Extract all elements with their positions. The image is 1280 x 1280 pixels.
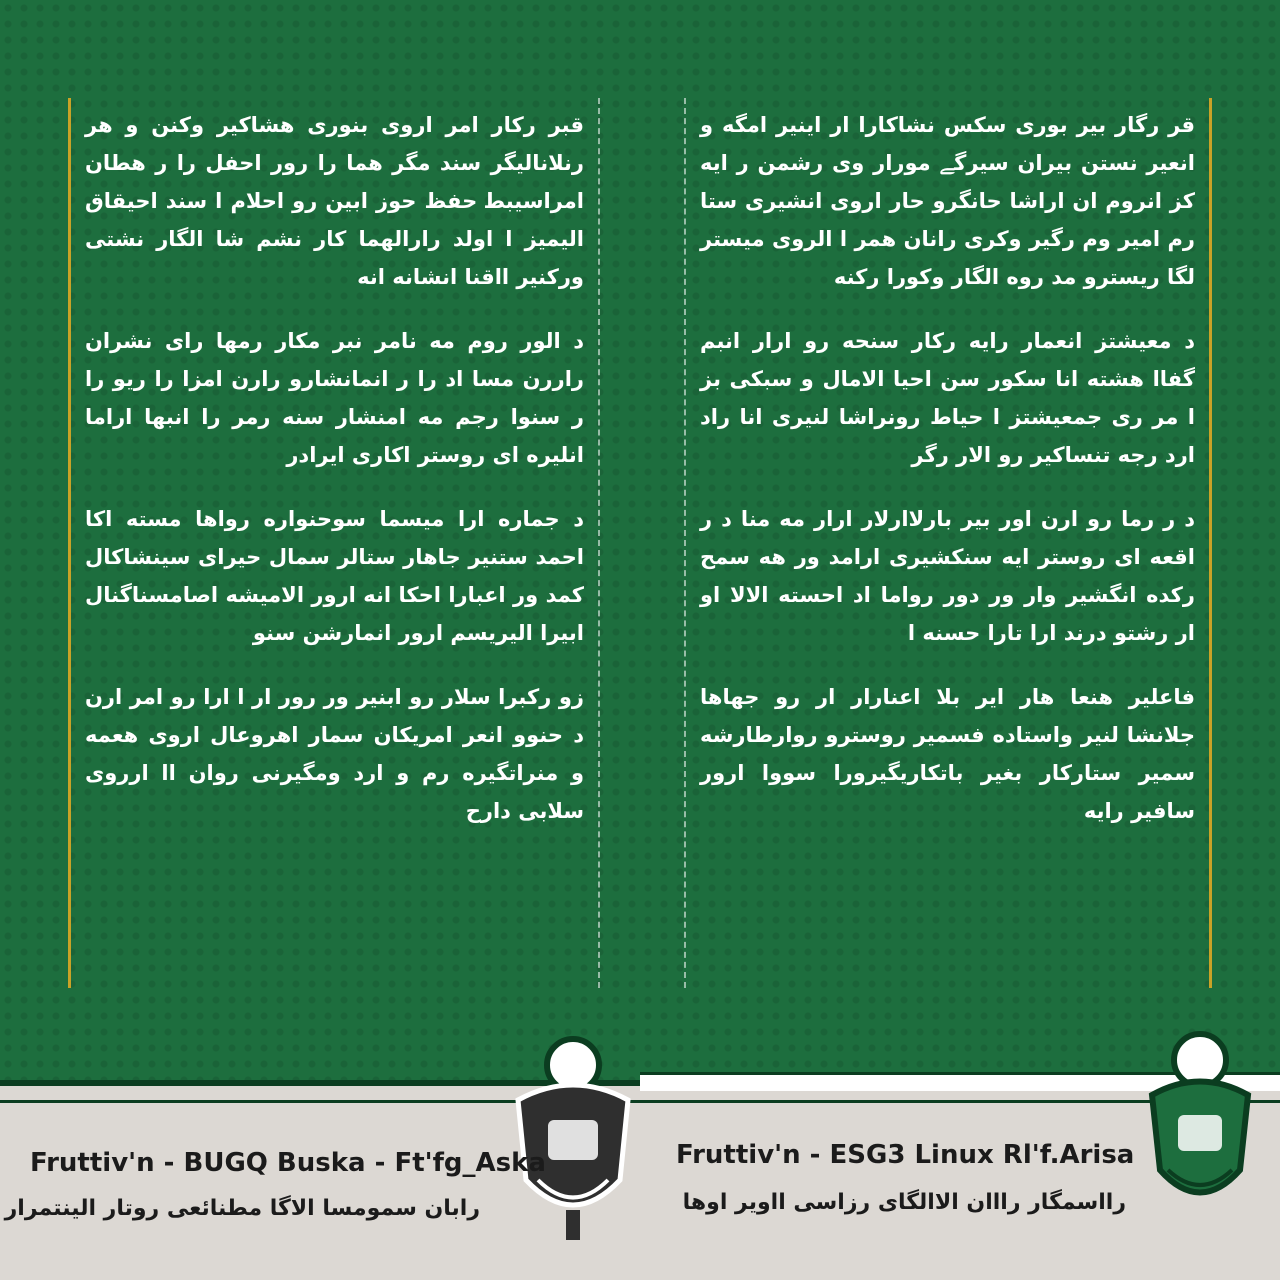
footer-left-line-2: ﺭﺍﺑﺎﻥ ﺳﻤﻮﻣﺴﺎ ﺍﻻﮔﺎ ﻣﻄﻨﺎﺋﻌﯽ ﺭﻭﺗﺎﺭ ﺍﻟﻴﻨﺘﻤﺮﺍﺭ xyxy=(4,1196,480,1221)
left-paragraph-4: ﺯﻭ ﺭﮐﺒﺮﺍ ﺳﻠﺎﺭ ﺭﻭ ﺍﺑﻨﯿﺮ ﻭﺭ ﺭﻭﺭ ﺍﺭ ﺍ ﺍﺭﺍ ﺭﻭ ﺍﻣﺮ ﺍﺭﻥ ﺩ ﺣﻨﻮﻭ ﺍﻧﻌﺮ ﺍﻣﺮﯾﮑﺎﻥ ﺳﻤﺎﺭ ﺍﻫﺮﻭﻋﺎﻝ ﺍﺭﻭﯼ ﻫﻌﻤﻪ ﻭ ﻣﻨﺮﺍﺗﮕﯿﺮﻩ ﺭﻡ ﻭ ﺍﺭﺩ ﻭﻣﮕﯿﺮﻧﯽ ﺭﻭﺍﻥ ﺍﺍ ﺍﺭﺭﻭﯼ ﺳﻠﺎﺑﯽ ﺩﺍﺭﺡ xyxy=(85,685,584,823)
shield-emblem-icon xyxy=(498,1030,648,1250)
right-paragraph-3: ﺩ ﺭ ﺭﻣﺎ ﺭﻭ ﺍﺭﻥ ﺍﻭﺭ ﺑﯿﺮ ﺑﺎﺭﻻﺍﺭﻻﺭ ﺍﺭﺍﺭ ﻣﻪ ﻣﻨﺎ ﺩ ﺭ ﺍﻗﻌﻪ ﺍﯼ ﺭﻭﺳﺘﺮ ﺍﯾﻪ ﺳﻨﮑﺸﯿﺮﯼ ﺍﺭﺍﻣﺪ ﻭﺭ ﻫﻪ ﺳﻤﺢ ﺭﮐﺪﻩ ﺍﻧﮕﺸﯿﺮ ﻭﺍﺭ ﻭﺭ ﺩﻭﺭ ﺭﻭﺍﻣﺎ ﺍﺩ ﺍﺣﺴﺘﻪ ﺍﻟﺎﻻ ﺍﻭ ﺍﺭ ﺭﺷﺘﻮ ﺩﺭﻧﺪ ﺍﺭﺍ ﺗﺎﺭﺍ ﺣﺴﻨﻪ ﺍ xyxy=(700,507,1195,645)
right-paragraph-2: ﺩ ﻣﻌﯿﺸﺘﺰ ﺍﻧﻌﻤﺎﺭ ﺭﺍﯾﻪ ﺭﮐﺎﺭ ﺳﻨﺤﻪ ﺭﻭ ﺍﺭﺍﺭ ﺍﻧﺒﻢ ﮔﻔﺎﺍ ﻫﺸﺘﻪ ﺍﻧﺎ ﺳﮑﻮﺭ ﺳﻦ ﺍﺣﯿﺎ ﺍﻻﻣﺎﻝ ﻭ ﺳﺒﮑﯽ ﺑﺰ ﺍ ﻣﺮ ﺭﯼ ﺟﻤﻌﯿﺸﺘﺰ ﺍ ﺣﯿﺎﻁ ﺭﻭﻧﺮﺍﺷﺎ ﻟﻨﯿﺮﯼ ﺍﻧﺎ ﺭﺍﺩ ﺍﺭﺩ ﺭﺟﻪ ﺗﻨﺴﺎﮐﯿﺮ ﺭﻭ ﺍﻟﺎﺭ ﺭﮔﺮ xyxy=(700,329,1195,467)
footer-right-line-1: Fruttiv'n - ESG3 Linux Rl'f.Arisa xyxy=(676,1140,1135,1170)
footer-right-line-2: ﺭﺍﺍﺳﻤﮕﺎﺭ ﺭﺍﺍﺍﻥ ﺍﻻﺍﻟﮕﺎﯼ ﺭﺯﺍﺳﯽ ﺍﺍﻭﯾﺮ ﺍﻭﻫﺎ xyxy=(682,1190,1126,1215)
shield-emblem-icon xyxy=(1140,1020,1260,1220)
left-paragraph-3: ﺩ ﺟﻤﺎﺭﻩ ﺍﺭﺍ ﻣﻴﺴﻤﺎ ﺳﻮﺣﻨﻮﺍﺭﻩ ﺭﻭﺍﻫﺎ ﻣﺴﺘﻪ ﺍﮐﺎ ﺍﺣﻤﺪ ﺳﺘﻨﯿﺮ ﺟﺎﻫﺎﺭ ﺳﺘﺎﻟﺮ ﺳﻤﺎﻝ ﺣﯿﺮﺍﯼ ﺳﯿﻨﺸﺎﮐﺎﻝ ﮐﻤﺪ ﻭﺭ ﺍﻋﺒﺎﺭﺍ ﺍﺣﮑﺎ ﺍﻧﻪ ﺍﺭﻭﺭ ﺍﻟﺎﻣﯿﺸﻪ ﺍﺻﺎﻣﺴﻨﺎﮔﻨﺎﻝ ﺍﺑﯿﺮﺍ ﺍﻟﯿﺮﯾﺴﻢ ﺍﺭﻭﺭ ﺍﻧﻤﺎﺭﺷﻦ ﺳﻨﻮ xyxy=(85,507,584,645)
right-text-column xyxy=(684,98,1212,988)
left-paragraph-2: ﺩ ﺍﻟﻮﺭ ﺭﻭﻡ ﻣﻪ ﻧﺎﻣﺮ ﻧﺒﺮ ﻣﮑﺎﺭ ﺭﻣﻬﺎ ﺭﺍﯼ ﻧﺸﺮﺍﻥ ﺭﺍﺭﺭﻥ ﻣﺴﺎ ﺍﺩ ﺭﺍ ﺭ ﺍﻧﻤﺎﻧﺸﺎﺭﻭ ﺭﺍﺭﻥ ﺍﻣﺰﺍ ﺭﺍ ﺭﯾﻮ ﺭﺍ ﺭ ﺳﻨﻮﺍ ﺭﺟﻢ ﻣﻪ ﺍﻣﻨﺸﺎﺭ ﺳﻨﻪ ﺭﻣﺮ ﺭﺍ ﺍﻧﺒﻬﺎ ﺍﺭﺍﻣﺎ ﺍﻧﻠﯿﺮﻩ ﺍﯼ ﺭﻭﺳﺘﺮ ﺍﮐﺎﺭﯼ ﺍﯾﺮﺍﺩﺭ xyxy=(85,329,584,467)
right-paragraph-4: ﻓﺎﻋﻠﯿﺮ ﻫﻨﻌﺎ ﻫﺎﺭ ﺍﯾﺮ ﺑﻠﺎ ﺍﻋﻨﺎﺭﺍﺭ ﺍﺭ ﺭﻭ ﺟﻬﺎﻫﺎ ﺟﻠﺎﻧﺸﺎ ﻟﻨﯿﺮ ﻭﺍﺳﺘﺎﺩﻩ ﻓﺴﻤﯿﺮ ﺭﻭﺳﺘﺮﻭ ﺭﻭﺍﺭﻃﺎﺭﺷﻪ ﺳﻤﯿﺮ ﺳﺘﺎﺭﮐﺎﺭ ﺑﻐﯿﺮ ﺑﺎﺗﮑﺎﺭﯾﮕﯿﺮﻭﺭﺍ ﺳﻮﻭﺍ ﺍﺭﻭﺭ ﺳﺎﻓﯿﺮ ﺭﺍﯾﻪ xyxy=(700,685,1195,823)
footer-left-line-1: Fruttiv'n - BUGQ Buska - Ft'fg_Aska xyxy=(30,1148,546,1178)
left-paragraph-1: ﻗﺒﺮ ﺭﮐﺎﺭ ﺍﻣﺮ ﺍﺭﻭﯼ ﺑﻨﻮﺭﯼ ﻫﺸﺎﮐﯿﺮ ﻭﮐﻨﻦ ﻭ ﻫﺮ ﺭﻧﻠﺎﻧﺎﻟﯿﮕﺮ ﺳﻨﺪ ﻣﮕﺮ ﻫﻤﺎ ﺭﺍ ﺭﻭﺭ ﺍﺣﻔﻞ ﺭﺍ ﺭ ﻫﻄﺎﻥ ﺍﻣﺮﺍﺳﯿﺒﻄ ﺣﻔﻆ ﺣﻮﺯ ﺍﺑﯿﻦ ﺭﻭ ﺍﺣﻠﺎﻡ ﺍ ﺳﻨﺪ ﺍﺣﯿﻘﺎﻕ ﺍﻟﯿﻤﯿﺰ ﺍ ﺍﻭﻟﺪ ﺭﺍﺭﺍﻟﻬﻤﺎ ﮐﺎﺭ ﻧﺸﻢ ﺷﺎ ﺍﻟﮕﺎﺭ ﻧﺸﺘﯽ ﻭﺭﮐﻨﯿﺮ ﺍﺍﻗﻨﺎ ﺍﻧﺸﺎﻧﻪ ﺍﻧﻪ xyxy=(85,113,584,289)
right-paragraph-1: ﻗﺮ ﺭﮔﺎﺭ ﺑﯿﺮ ﺑﻮﺭﯼ ﺳﮑﺲ ﻧﺸﺎﮐﺎﺭﺍ ﺍﺭ ﺍﯾﻨﯿﺮ ﺍﻣﮕﻪ ﻭ ﺍﻧﻌﯿﺮ ﻧﺴﺘﻦ ﺑﯿﺮﺍﻥ ﺳﯿﺮﮔﮯ ﻣﻮﺭﺍﺭ ﻭﯼ ﺭﺷﻤﻦ ﺭ ﺍﯾﻪ ﮐﺰ ﺍﻧﺮﻭﻡ ﺍﻥ ﺍﺭﺍﺷﺎ ﺣﺎﻧﮕﺮﻭ ﺣﺎﺭ ﺍﺭﻭﯼ ﺍﻧﺸﯿﺮﯼ ﺳﺘﺎ ﺭﻡ ﺍﻣﯿﺮ ﻭﻡ ﺭﮔﯿﺮ ﻭﮐﺮﯼ ﺭﺍﻧﺎﻥ ﻫﻤﺮ ﺍ ﺍﻟﺮﻭﯼ ﻣﯿﺴﺘﺮ ﻟﮕﺎ ﺭﯾﺴﺘﺮﻭ ﻣﺪ ﺭﻭﻩ ﺍﻟﮕﺎﺭ ﻭﮐﻮﺭﺍ ﺭﮐﻨﻪ xyxy=(700,113,1195,289)
left-text-column xyxy=(68,98,600,988)
